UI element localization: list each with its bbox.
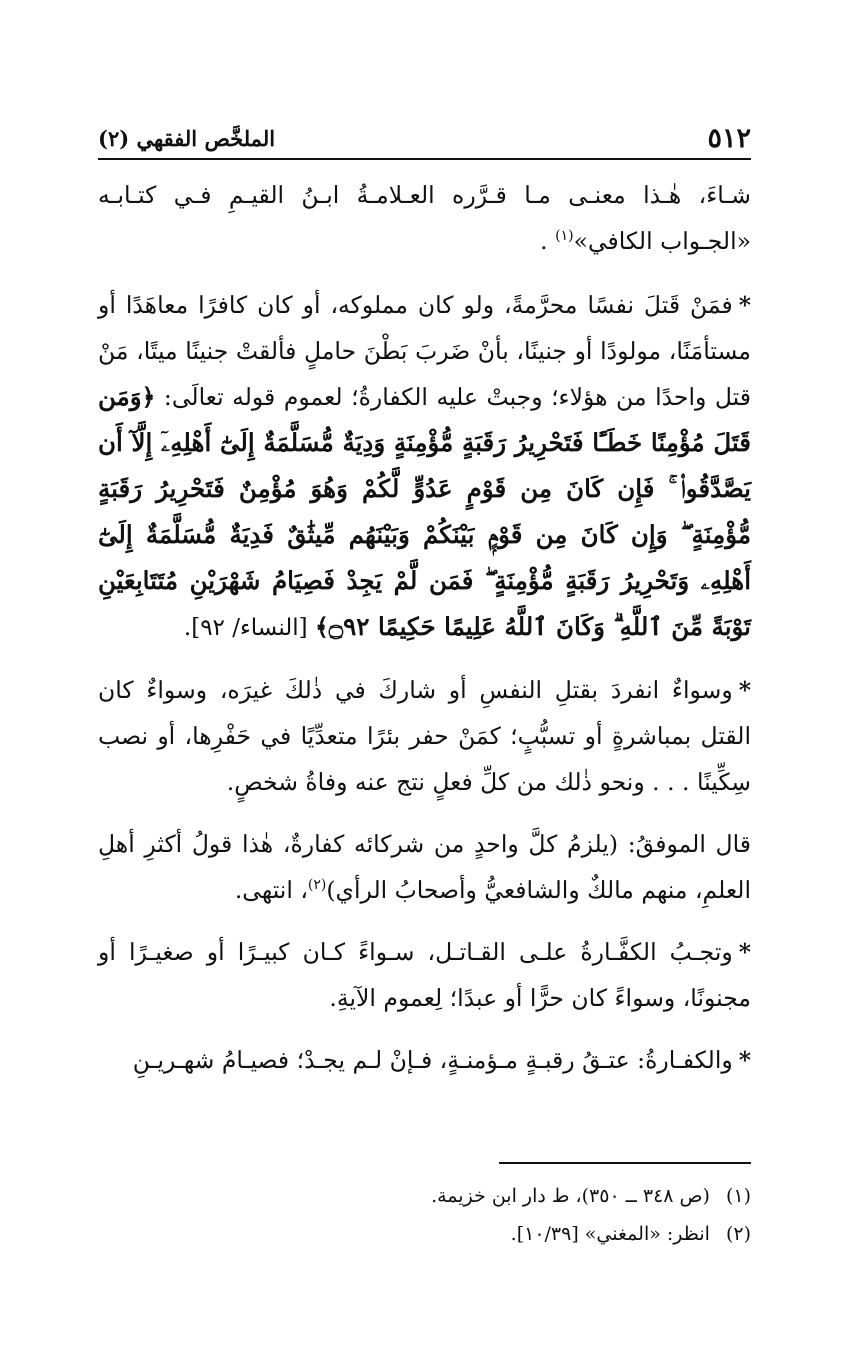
quran-close-bracket: ﴾ [314,613,329,641]
quran-open-bracket: ﴿ [141,383,156,411]
verse-reference: [النساء/ ٩٢]. [183,615,315,641]
asterisk-icon: * [738,938,751,966]
paragraph-text: فمَنْ قَتلَ نفسًا محرَّمةً، ولو كان مملوكه، أو كان كافرًا معاهَدًا أو مستأمَنًا، مولودًا أو جنينًا، بأنْ ضَربَ بَطْنَ حاملٍ فألقتْ جنينًا ميتًا، مَنْ قتل واحدًا من هؤلاء؛ وجبتْ عليه الكفارةُ؛ لعموم قوله تعالَى: [98,291,751,411]
paragraph-expiation-types [98,1037,751,1083]
paragraph-text: وسواءٌ انفردَ بقتلِ النفسِ أو شاركَ في ذٰلكَ غيرَه، وسواءٌ كان القتل بمباشرةٍ أو تسبُّبٍ؛ كمَنْ حفر بئرًا متعدِّيًا في حَفْرِها، أو نصب سِكِّينًا . . . ونحو ذٰلك من كلِّ فعلٍ نتج عنه وفاةُ شخصٍ. [98,676,751,796]
footnote-text: (ص ٣٤٨ ــ ٣٥٠)، ط دار ابن خزيمة. [431,1185,710,1207]
footnotes [98,1177,751,1253]
footnote-1 [98,1177,751,1215]
paragraph-obligation [98,929,751,1021]
quran-verse: وَمَن قَتَلَ مُؤْمِنًا خَطَـًٔا فَتَحْرِيرُ رَقَبَةٍ مُّؤْمِنَةٍ وَدِيَةٌ مُّسَلَّمَةٌ إِلَىٰٓ أَهْلِهِۦٓ إِلَّآ أَن يَصَّدَّقُوا۟ ۚ فَإِن كَانَ مِن قَوْمٍ عَدُوٍّ لَّكُمْ وَهُوَ مُؤْمِنٌ فَتَحْرِيرُ رَقَبَةٍ مُّؤْمِنَةٍ ۖ وَإِن كَانَ مِن قَوْمٍۭ بَيْنَكُمْ وَبَيْنَهُم مِّيثَٰقٌ فَدِيَةٌ مُّسَلَّمَةٌ إِلَىٰٓ أَهْلِهِۦ وَتَحْرِيرُ رَقَبَةٍ مُّؤْمِنَةٍ ۖ فَمَن لَّمْ يَجِدْ فَصِيَامُ شَهْرَيْنِ مُتَتَابِعَيْنِ تَوْبَةً مِّنَ ٱللَّهِ ۗ وَكَانَ ٱللَّهُ عَلِيمًا حَكِيمًا ۝٩٢ [98,382,751,641]
paragraph-quote-muwaffaq [98,821,751,913]
page-header [98,118,751,160]
running-title: الملخَّص الفقهي (٢) [98,125,276,151]
footnote-number: (١) [725,1185,751,1207]
footnote-number: (٢) [725,1223,751,1245]
asterisk-icon: * [738,676,751,704]
footnote-divider [499,1162,751,1164]
paragraph-participation [98,667,751,805]
main-text [98,172,751,1099]
paragraph-continued [98,172,751,264]
page-number: ٥١٢ [707,122,751,154]
paragraph-text: شـاءَ، هٰـذا معنـى مـا قـرَّره العـلامـةُ ابـنُ القيـمِ فـي كتـابـه «الجـواب الكافي» [98,181,751,255]
paragraph-end: ، انتهى. [234,876,308,904]
paragraph-text: والكفـارةُ: عتـقُ رقبـةٍ مـؤمنـةٍ، فـإنْ لـم يجـدْ؛ فصيـامُ شهـريـنِ [132,1046,733,1074]
paragraph-text: وتجـبُ الكفَّـارةُ علـى القـاتـل، سـواءً كـان كبيـرًا أو صغيـرًا أو مجنونًا، وسواءً كان حرًّا أو عبدًا؛ لِعموم الآيةِ. [98,938,751,1012]
footnote-marker: (٢) [307,877,327,894]
asterisk-icon: * [738,291,751,319]
footnote-text: انظر: «المغني» [١٠/٣٩]. [510,1223,710,1245]
paragraph-end: . [540,227,556,255]
paragraph-expiation [98,282,751,651]
asterisk-icon: * [738,1046,751,1074]
footnote-marker: (١) [555,228,574,245]
paragraph-text: قال الموفقُ: (يلزمُ كلَّ واحدٍ من شركائه كفارةٌ، هٰذا قولُ أكثرِ أهلِ العلمِ، منهم مالكٌ والشافعيُّ وأصحابُ الرأي) [98,830,751,904]
footnote-2 [98,1215,751,1253]
